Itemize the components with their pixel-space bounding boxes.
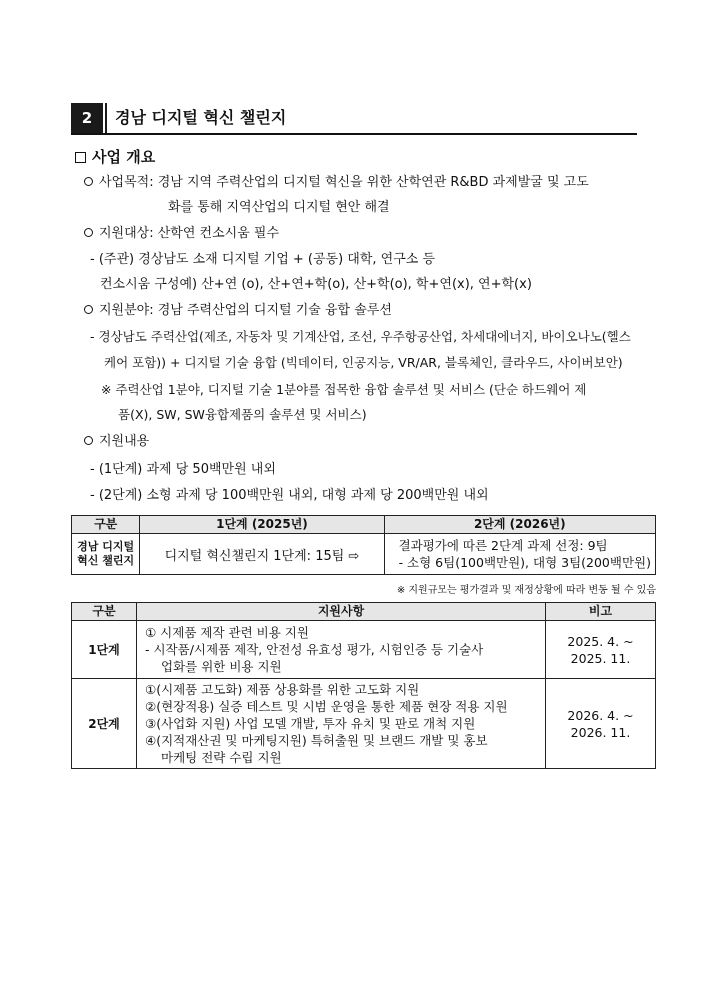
- target-line: [84, 225, 279, 243]
- period-line: 2026. 11.: [570, 724, 631, 740]
- support-line: ④(지적재산권 및 마케팅지원) 특허출원 및 브랜드 개발 및 홍보: [145, 733, 488, 748]
- table-row: [72, 621, 656, 679]
- stage2-line: - 소형 6팀(100백만원), 대형 3팀(200백만원): [398, 555, 651, 570]
- circle-bullet-icon: [84, 177, 93, 186]
- content-sub-2: - (2단계) 소형 과제 당 100백만원 내외, 대형 과제 당 200백만원 내외: [90, 488, 489, 503]
- support-line: ① 시제품 제작 관련 비용 지원: [145, 625, 309, 640]
- stage2-line: 결과평가에 따른 2단계 과제 선정: 9팀: [398, 538, 608, 553]
- row-label-cell: [72, 534, 140, 575]
- table-header-row: [72, 603, 656, 621]
- section-divider: [105, 103, 107, 133]
- period-line: 2025. 11.: [570, 650, 631, 666]
- stage1-cell: 디지털 혁신챌린지 1단계: 15팀 ⇨: [140, 534, 384, 575]
- row-label-line: 경남 디지털: [77, 540, 135, 553]
- table-header: 2단계 (2026년): [384, 516, 655, 534]
- support-line: 업화를 위한 비용 지원: [161, 659, 282, 674]
- target-sub-1: - (주관) 경상남도 소재 디지털 기업 + (공동) 대학, 연구소 등: [90, 252, 436, 267]
- field-sub-1: - 경상남도 주력산업(제조, 자동차 및 기계산업, 조선, 우주항공산업, 차세대에너지, 바이오나노(헬스: [90, 329, 631, 344]
- table-header: 구분: [72, 603, 137, 621]
- target-text: 지원대상: 산학연 컨소시움 필수: [99, 226, 280, 241]
- content-line: [84, 433, 149, 451]
- table-row: [72, 679, 656, 769]
- purpose-text-2: 화를 통해 지역산업의 디지털 현안 해결: [168, 200, 390, 215]
- purpose-line: [84, 174, 589, 192]
- overview-heading-text: 사업 개요: [92, 148, 156, 166]
- support-line: 마케팅 전략 수립 지원: [161, 750, 282, 765]
- table-header: 지원사항: [137, 603, 546, 621]
- support-table: [71, 602, 656, 769]
- period-cell: [546, 621, 656, 679]
- field-text: 지원분야: 경남 주력산업의 디지털 기술 융합 솔루션: [99, 303, 392, 318]
- field-line: [84, 302, 392, 320]
- period-line: 2026. 4. ~: [567, 707, 634, 723]
- field-note-2: 품(X), SW, SW융합제품의 솔루션 및 서비스): [118, 407, 367, 422]
- section-title: 경남 디지털 혁신 챌린지: [115, 108, 287, 127]
- support-line: ③(사업화 지원) 사업 모델 개발, 투자 유치 및 판로 개척 지원: [145, 716, 476, 731]
- schedule-table: [71, 515, 656, 575]
- support-details-cell: [137, 679, 546, 769]
- support-details-cell: [137, 621, 546, 679]
- content-sub-1: - (1단계) 과제 당 50백만원 내외: [90, 462, 276, 477]
- section-number: 2: [71, 103, 103, 133]
- table-header: 구분: [72, 516, 140, 534]
- table-header: 1단계 (2025년): [140, 516, 384, 534]
- table-row: [72, 534, 656, 575]
- stage2-cell: [384, 534, 655, 575]
- purpose-text-1: 사업목적: 경남 지역 주력산업의 디지털 혁신을 위한 산학연관 R&BD 과제발굴 및 고도: [99, 175, 589, 190]
- overview-heading: [75, 148, 155, 166]
- table-header: 비고: [546, 603, 656, 621]
- period-cell: [546, 679, 656, 769]
- target-sub-2: 컨소시움 구성예) 산+연 (o), 산+연+학(o), 산+학(o), 학+연(x), 연+학(x): [100, 277, 532, 292]
- funding-note: ※ 지원규모는 평가결과 및 재정상황에 따라 변동 될 수 있음: [396, 585, 656, 596]
- field-sub-2: 케어 포함)) + 디지털 기술 융합 (빅데이터, 인공지능, VR/AR, 블록체인, 클라우드, 사이버보안): [104, 355, 623, 370]
- support-line: ②(현장적용) 실증 테스트 및 시범 운영을 통한 제품 현장 적용 지원: [145, 699, 508, 714]
- checkbox-square-icon: [75, 152, 86, 163]
- row-label-line: 혁신 챌린지: [77, 554, 135, 567]
- period-line: 2025. 4. ~: [567, 633, 634, 649]
- content-text: 지원내용: [99, 434, 150, 449]
- support-line: - 시작품/시제품 제작, 안전성 유효성 평가, 시험인증 등 기술사: [145, 642, 484, 657]
- table-header-row: [72, 516, 656, 534]
- stage-label-cell: 1단계: [72, 621, 137, 679]
- circle-bullet-icon: [84, 305, 93, 314]
- field-note-1: ※ 주력산업 1분야, 디지털 기술 1분야를 접목한 융합 솔루션 및 서비스 (단순 하드웨어 제: [101, 382, 587, 397]
- stage-label-cell: 2단계: [72, 679, 137, 769]
- support-line: ①(시제품 고도화) 제품 상용화를 위한 고도화 지원: [145, 682, 420, 697]
- circle-bullet-icon: [84, 228, 93, 237]
- circle-bullet-icon: [84, 436, 93, 445]
- section-header: [71, 103, 637, 135]
